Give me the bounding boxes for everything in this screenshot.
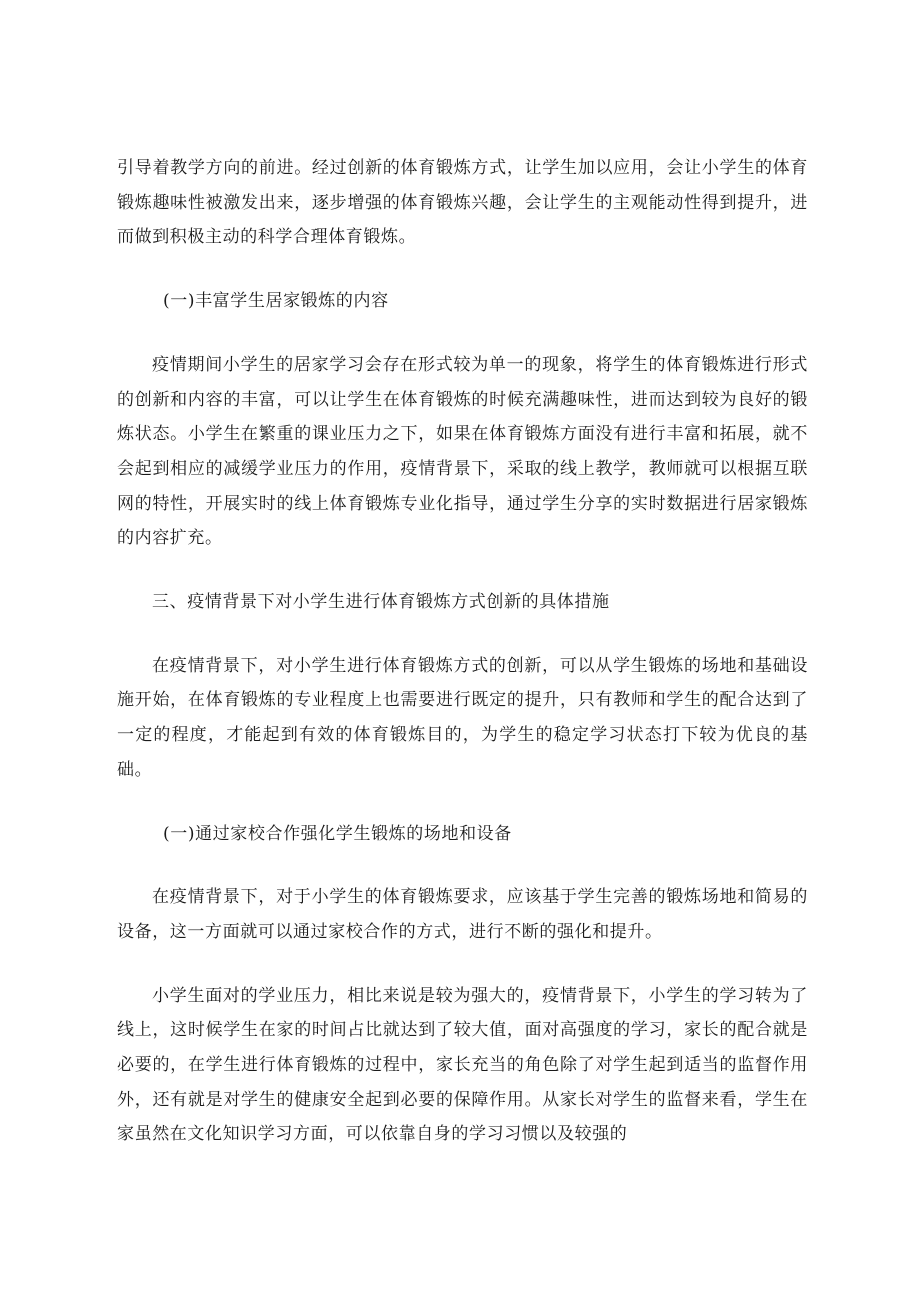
section-heading-home-school-cooperation: (一)通过家校合作强化学生锻炼的场地和设备 <box>163 823 512 844</box>
paragraph-intro: 引导着教学方向的前进。经过创新的体育锻炼方式，让学生加以应用，会让小学生的体育锻炼趣味性被激发出来，逐步增强的体育锻炼兴趣，会让学生的主观能动性得到提升，进而做到积极主动的科学合理体育锻炼。 <box>117 158 808 248</box>
paragraph-gap <box>117 851 808 880</box>
section-heading-enrich-home-exercise: (一)丰富学生居家锻炼的内容 <box>163 291 389 312</box>
paragraph-gap <box>117 556 808 585</box>
paragraph-innovation: 在疫情背景下，对小学生进行体育锻炼方式的创新，可以从学生锻炼的场地和基础设施开始，在体育锻炼的专业程度上也需要进行既定的提升，只有教师和学生的配合达到了一定的程度，才能起到有效的体育锻炼目的，为学生的稳定学习状态打下较为优良的基础。 <box>117 655 808 780</box>
paragraph-academic-pressure: 小学生面对的学业压力，相比来说是较为强大的，疫情背景下，小学生的学习转为了线上，这时候学生在家的时间占比就达到了较大值，面对高强度的学习，家长的配合就是必要的，在学生进行体育锻炼的过程中，家长充当的角色除了对学生起到适当的监督作用外，还有就是对学生的健康安全起到必要的保障作用。从家长对学生的监督来看，学生在家虽然在文化知识学习方面，可以依靠自身的学习习惯以及较强的 <box>117 985 808 1145</box>
paragraph-home-learning: 疫情期间小学生的居家学习会存在形式较为单一的现象，将学生的体育锻炼进行形式的创新和内容的丰富，可以让学生在体育锻炼的时候充满趣味性，进而达到较为良好的锻炼状态。小学生在繁重的课业压力之下，如果在体育锻炼方面没有进行丰富和拓展，就不会起到相应的减缓学业压力的作用，疫情背景下，采取的线上教学，教师就可以根据互联网的特性，开展实时的线上体育锻炼专业化指导，通过学生分享的实时数据进行居家锻炼的内容扩充。 <box>117 354 808 549</box>
paragraph-gap <box>117 950 808 979</box>
chapter-heading-specific-measures: 三、疫情背景下对小学生进行体育锻炼方式创新的具体措施 <box>152 592 610 613</box>
paragraph-gap <box>117 788 808 817</box>
paragraph-gap <box>117 255 808 284</box>
paragraph-venue-equipment: 在疫情背景下，对于小学生的体育锻炼要求，应该基于学生完善的锻炼场地和简易的设备，这一方面就可以通过家校合作的方式，进行不断的强化和提升。 <box>117 887 808 942</box>
paragraph-gap <box>117 319 808 348</box>
paragraph-gap <box>117 620 808 649</box>
